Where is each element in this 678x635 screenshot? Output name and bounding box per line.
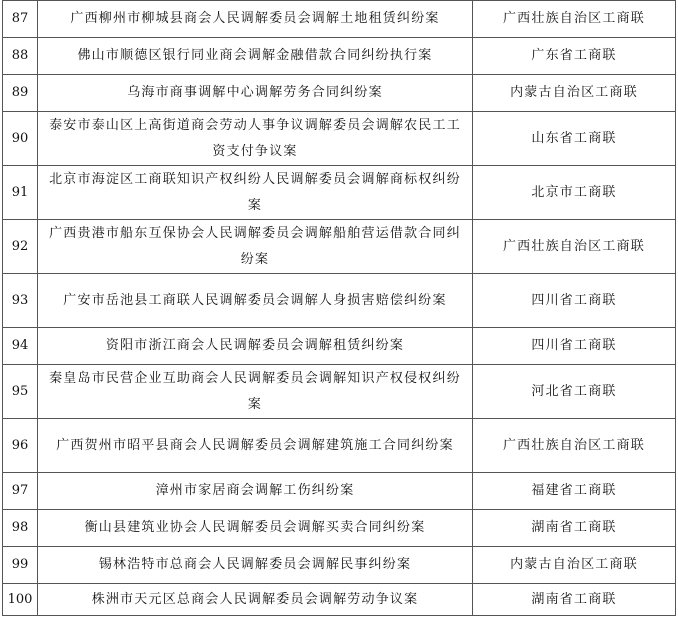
table-row [3, 510, 676, 547]
case-title: 乌海市商事调解中心调解劳务合同纠纷案 [38, 75, 473, 112]
case-number: 100 [3, 584, 38, 616]
table-row [3, 365, 676, 419]
recommending-org: 湖南省工商联 [473, 510, 676, 547]
case-number: 99 [3, 547, 38, 584]
case-number: 95 [3, 365, 38, 419]
case-title: 资阳市浙江商会人民调解委员会调解租赁纠纷案 [38, 328, 473, 365]
recommending-org: 四川省工商联 [473, 274, 676, 328]
table-row [3, 328, 676, 365]
case-number: 87 [3, 1, 38, 38]
case-number: 96 [3, 419, 38, 473]
recommending-org: 广西壮族自治区工商联 [473, 220, 676, 274]
table-row [3, 75, 676, 112]
table-row [3, 38, 676, 75]
recommending-org: 湖南省工商联 [473, 584, 676, 616]
case-list-table [2, 0, 676, 616]
recommending-org: 内蒙古自治区工商联 [473, 547, 676, 584]
recommending-org: 内蒙古自治区工商联 [473, 75, 676, 112]
case-number: 97 [3, 473, 38, 510]
case-title: 广西贺州市昭平县商会人民调解委员会调解建筑施工合同纠纷案 [38, 419, 473, 473]
recommending-org: 福建省工商联 [473, 473, 676, 510]
case-number: 98 [3, 510, 38, 547]
table-row [3, 547, 676, 584]
case-list-body [3, 1, 676, 616]
case-title: 株洲市天元区总商会人民调解委员会调解劳动争议案 [38, 584, 473, 616]
table-row [3, 419, 676, 473]
case-title: 漳州市家居商会调解工伤纠纷案 [38, 473, 473, 510]
case-title: 秦皇岛市民营企业互助商会人民调解委员会调解知识产权侵权纠纷案 [38, 365, 473, 419]
table-row [3, 1, 676, 38]
table-row [3, 473, 676, 510]
recommending-org: 山东省工商联 [473, 112, 676, 166]
recommending-org: 广东省工商联 [473, 38, 676, 75]
table-row [3, 274, 676, 328]
case-number: 94 [3, 328, 38, 365]
case-title: 广安市岳池县工商联人民调解委员会调解人身损害赔偿纠纷案 [38, 274, 473, 328]
case-title: 北京市海淀区工商联知识产权纠纷人民调解委员会调解商标权纠纷案 [38, 166, 473, 220]
case-title: 广西贵港市船东互保协会人民调解委员会调解船舶营运借款合同纠纷案 [38, 220, 473, 274]
recommending-org: 河北省工商联 [473, 365, 676, 419]
case-title: 衡山县建筑业协会人民调解委员会调解买卖合同纠纷案 [38, 510, 473, 547]
recommending-org: 北京市工商联 [473, 166, 676, 220]
recommending-org: 四川省工商联 [473, 328, 676, 365]
case-number: 88 [3, 38, 38, 75]
case-number: 93 [3, 274, 38, 328]
case-number: 92 [3, 220, 38, 274]
table-row [3, 584, 676, 616]
recommending-org: 广西壮族自治区工商联 [473, 419, 676, 473]
recommending-org: 广西壮族自治区工商联 [473, 1, 676, 38]
case-title: 锡林浩特市总商会人民调解委员会调解民事纠纷案 [38, 547, 473, 584]
table-row [3, 220, 676, 274]
case-number: 90 [3, 112, 38, 166]
table-row [3, 112, 676, 166]
case-title: 泰安市泰山区上高街道商会劳动人事争议调解委员会调解农民工工资支付争议案 [38, 112, 473, 166]
case-number: 91 [3, 166, 38, 220]
table-row [3, 166, 676, 220]
case-title: 佛山市顺德区银行同业商会调解金融借款合同纠纷执行案 [38, 38, 473, 75]
case-title: 广西柳州市柳城县商会人民调解委员会调解土地租赁纠纷案 [38, 1, 473, 38]
case-number: 89 [3, 75, 38, 112]
